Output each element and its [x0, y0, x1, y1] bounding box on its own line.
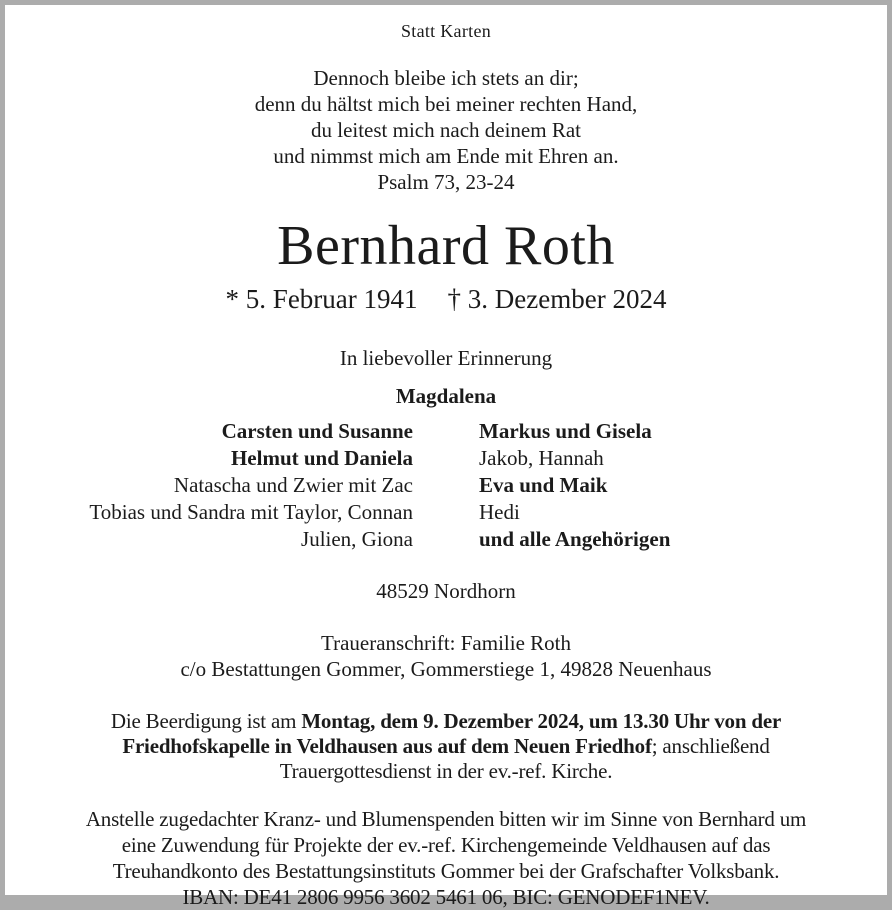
mourning-address-line: Traueranschrift: Familie Roth [320, 631, 572, 655]
deceased-name: Bernhard Roth [277, 215, 615, 277]
mourner-line-segment: Julien, Giona [301, 527, 413, 551]
mourner-line-segment: Natascha und Zwier mit Zac [173, 473, 413, 497]
mourner-line [479, 472, 853, 499]
psalm-verse-line: Dennoch bleibe ich stets an dir; [313, 66, 579, 90]
mourner-line [479, 418, 853, 445]
psalm-verse-line: denn du hältst mich bei meiner rechten Hand, [254, 92, 638, 116]
mourner-primary: Magdalena [395, 384, 497, 408]
mourner-line-segment: Jakob, Hannah [479, 446, 604, 470]
psalm-verse [5, 65, 887, 195]
mourner-line [39, 499, 413, 526]
mourner-line-segment: Helmut und Daniela [230, 446, 413, 470]
statt-karten-note: Statt Karten [400, 21, 492, 41]
funeral-line [5, 734, 887, 759]
donation-line [5, 858, 887, 884]
donation-line-segment: eine Zuwendung für Projekte der ev.-ref. Kirchengemeinde Veldhausen auf das [121, 833, 771, 857]
memorial-intro: In liebevoller Erinnerung [339, 346, 553, 370]
mourning-address-co-line: c/o Bestattungen Gommer, Gommerstiege 1, 49828 Neuenhaus [180, 657, 712, 681]
obituary-page [5, 5, 887, 909]
mourner-line-segment: Carsten und Susanne [221, 419, 413, 443]
mourner-line-segment: und alle Angehörigen [479, 527, 671, 551]
funeral-line-segment: Die Beerdigung ist am [110, 709, 302, 733]
funeral-line [5, 759, 887, 784]
mourner-line [479, 445, 853, 472]
donation-info [5, 806, 887, 910]
donation-line-segment: Treuhandkonto des Bestattungsinstituts Gommer bei der Grafschafter Volksbank. [112, 859, 780, 883]
donation-line [5, 806, 887, 832]
donation-line [5, 832, 887, 858]
mourners-column-right [479, 418, 853, 553]
mourner-line [479, 526, 853, 553]
psalm-verse-line: und nimmst mich am Ende mit Ehren an. [273, 144, 619, 168]
mourner-line [39, 445, 413, 472]
donation-line [5, 884, 887, 910]
donation-line-segment: Anstelle zugedachter Kranz- und Blumenspenden bitten wir im Sinne von Bernhard um [85, 807, 807, 831]
mourner-line [39, 526, 413, 553]
mourner-line [39, 472, 413, 499]
death-date: † 3. Dezember 2024 [447, 284, 667, 314]
mourner-line-segment: Eva und Maik [479, 473, 608, 497]
funeral-line-segment: Montag, dem 9. Dezember 2024, um 13.30 Uhr von der [301, 709, 782, 733]
funeral-line-segment: ; anschließend [651, 734, 770, 758]
city-line: 48529 Nordhorn [376, 579, 516, 603]
mourner-line-segment: Markus und Gisela [479, 419, 652, 443]
mourners-columns [5, 418, 887, 553]
mourner-line-segment: Hedi [479, 500, 520, 524]
funeral-line-segment: Trauergottesdienst in der ev.-ref. Kirche. [279, 759, 613, 783]
funeral-line-segment: Friedhofskapelle in Veldhausen aus auf dem Neuen Friedhof [122, 734, 652, 758]
donation-line-segment: IBAN: DE41 2806 9956 3602 5461 06, BIC: GENODEF1NEV. [182, 885, 710, 909]
funeral-info [5, 709, 887, 784]
psalm-reference: Psalm 73, 23-24 [377, 170, 515, 194]
mourning-address [5, 630, 887, 682]
psalm-verse-line: du leitest mich nach deinem Rat [310, 118, 581, 142]
mourner-line [479, 499, 853, 526]
mourner-line [39, 418, 413, 445]
mourner-line-segment: Tobias und Sandra mit Taylor, Connan [89, 500, 413, 524]
mourners-column-left [39, 418, 413, 553]
life-dates [5, 283, 887, 315]
birth-date: * 5. Februar 1941 [225, 284, 418, 314]
funeral-line [5, 709, 887, 734]
